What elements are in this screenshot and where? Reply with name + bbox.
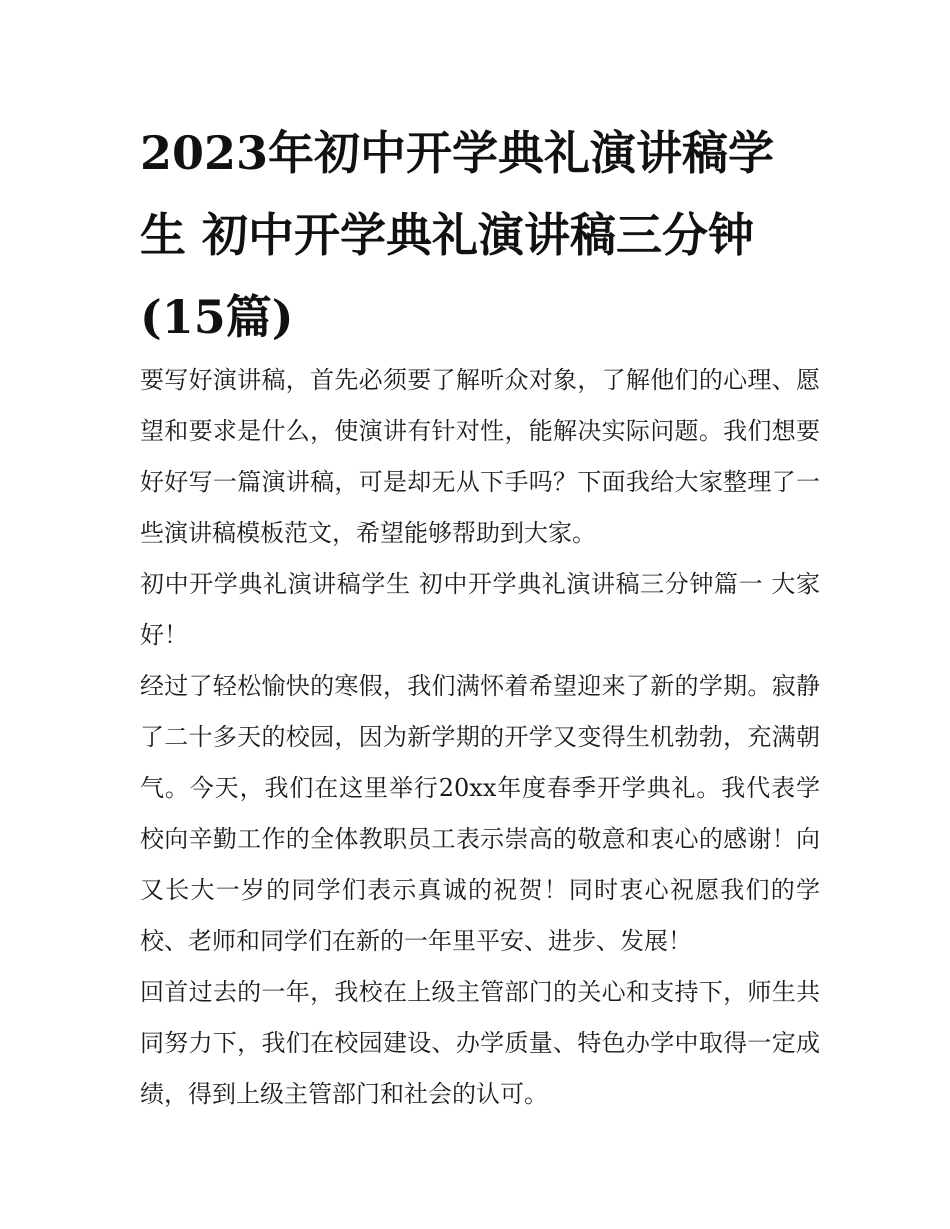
paragraph-speech-opening: 经过了轻松愉快的寒假，我们满怀着希望迎来了新的学期。寂静了二十多天的校园，因为新学期的开学又变得生机勃勃，充满朝气。今天，我们在这里举行20xx年度春季开学典礼。我代表学校向辛勤工作的全体教职员工表示崇高的敬意和衷心的感谢！向又长大一岁的同学们表示真诚的祝贺！同时衷心祝愿我们的学校、老师和同学们在新的一年里平安、进步、发展！: [140, 672, 820, 955]
document-title: 2023年初中开学典礼演讲稿学生 初中开学典礼演讲稿三分钟(15篇): [140, 126, 775, 344]
paragraph-speech-review: 回首过去的一年，我校在上级主管部门的关心和支持下，师生共同努力下，我们在校园建设、办学质量、特色办学中取得一定成绩，得到上级主管部门和社会的认可。: [140, 978, 820, 1108]
paragraph-section-heading: 初中开学典礼演讲稿学生 初中开学典礼演讲稿三分钟篇一 大家好！: [140, 570, 820, 649]
document-body: [140, 355, 820, 1120]
paragraph-intro: 要写好演讲稿，首先必须要了解听众对象，了解他们的心理、愿望和要求是什么，使演讲有针对性，能解决实际问题。我们想要好好写一篇演讲稿，可是却无从下手吗？下面我给大家整理了一些演讲稿模板范文，希望能够帮助到大家。: [140, 366, 820, 547]
